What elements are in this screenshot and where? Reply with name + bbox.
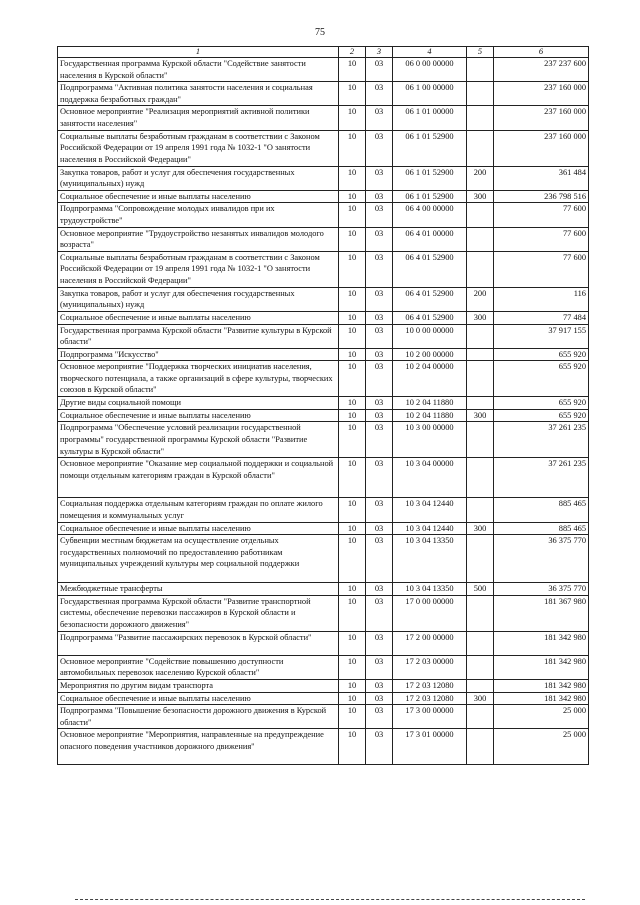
row-name-cell: Подпрограмма "Активная политика занятости населения и социальная поддержка безработных граждан"	[58, 82, 339, 106]
row-expense-type-cell: 300	[467, 409, 494, 422]
row-name-cell: Мероприятия по другим видам транспорта	[58, 680, 339, 693]
row-expense-type-cell: 200	[467, 166, 494, 190]
row-section-cell: 10	[339, 498, 366, 522]
row-amount-cell: 655 920	[494, 348, 589, 361]
row-section-cell: 10	[339, 729, 366, 765]
row-section-cell: 10	[339, 409, 366, 422]
row-name-cell: Социальная поддержка отдельным категориям граждан по оплате жилого помещения и коммунальных услуг	[58, 498, 339, 522]
row-amount-cell: 36 375 770	[494, 583, 589, 596]
row-target-article-cell: 10 3 00 00000	[393, 422, 467, 458]
row-expense-type-cell: 500	[467, 583, 494, 596]
row-name-cell: Социальное обеспечение и иные выплаты населению	[58, 692, 339, 705]
row-name-cell: Основное мероприятие "Поддержка творческих инициатив населения, творческого потенциала, а также организаций в сфере культуры, творческих союзов в Курской области"	[58, 361, 339, 397]
row-target-article-cell: 10 3 04 13350	[393, 535, 467, 583]
row-target-article-cell: 10 3 04 13350	[393, 583, 467, 596]
row-target-article-cell: 17 3 00 00000	[393, 705, 467, 729]
row-target-article-cell: 17 2 03 12080	[393, 692, 467, 705]
table-row	[58, 106, 589, 130]
row-amount-cell: 236 798 516	[494, 190, 589, 203]
row-amount-cell: 237 237 600	[494, 58, 589, 82]
row-amount-cell: 116	[494, 287, 589, 311]
row-amount-cell: 25 000	[494, 729, 589, 765]
row-target-article-cell: 06 1 01 52900	[393, 130, 467, 166]
row-expense-type-cell: 300	[467, 190, 494, 203]
row-name-cell: Подпрограмма "Обеспечение условий реализации государственной программы" государственной программы Курской области "Развитие культуры в Курской области"	[58, 422, 339, 458]
row-expense-type-cell	[467, 458, 494, 498]
row-target-article-cell: 10 2 04 00000	[393, 361, 467, 397]
row-amount-cell: 25 000	[494, 705, 589, 729]
table-row	[58, 348, 589, 361]
row-expense-type-cell	[467, 348, 494, 361]
row-target-article-cell: 06 4 01 52900	[393, 311, 467, 324]
row-section-cell: 10	[339, 130, 366, 166]
table-row	[58, 130, 589, 166]
table-row	[58, 680, 589, 693]
table-row	[58, 409, 589, 422]
row-section-cell: 10	[339, 680, 366, 693]
row-subsection-cell: 03	[366, 397, 393, 410]
row-amount-cell: 885 465	[494, 522, 589, 535]
row-target-article-cell: 10 3 04 12440	[393, 498, 467, 522]
row-subsection-cell: 03	[366, 422, 393, 458]
row-amount-cell: 655 920	[494, 397, 589, 410]
row-subsection-cell: 03	[366, 311, 393, 324]
row-amount-cell: 37 261 235	[494, 422, 589, 458]
row-section-cell: 10	[339, 190, 366, 203]
table-row	[58, 595, 589, 631]
row-expense-type-cell	[467, 535, 494, 583]
row-name-cell: Государственная программа Курской области "Развитие транспортной системы, обеспечение перевозки пассажиров в Курской области и безопасности дорожного движения"	[58, 595, 339, 631]
row-subsection-cell: 03	[366, 166, 393, 190]
row-name-cell: Закупка товаров, работ и услуг для обеспечения государственных (муниципальных) нужд	[58, 287, 339, 311]
row-expense-type-cell	[467, 680, 494, 693]
row-target-article-cell: 10 2 04 11880	[393, 397, 467, 410]
row-target-article-cell: 10 0 00 00000	[393, 324, 467, 348]
row-amount-cell: 77 600	[494, 203, 589, 227]
row-expense-type-cell: 300	[467, 522, 494, 535]
table-body	[58, 58, 589, 765]
table-row	[58, 705, 589, 729]
row-target-article-cell: 17 2 03 12080	[393, 680, 467, 693]
row-subsection-cell: 03	[366, 498, 393, 522]
row-subsection-cell: 03	[366, 203, 393, 227]
row-target-article-cell: 06 4 01 52900	[393, 287, 467, 311]
table-row	[58, 190, 589, 203]
row-section-cell: 10	[339, 535, 366, 583]
row-expense-type-cell	[467, 729, 494, 765]
row-subsection-cell: 03	[366, 458, 393, 498]
row-name-cell: Подпрограмма "Повышение безопасности дорожного движения в Курской области"	[58, 705, 339, 729]
row-expense-type-cell	[467, 251, 494, 287]
row-section-cell: 10	[339, 595, 366, 631]
table-row	[58, 287, 589, 311]
row-section-cell: 10	[339, 82, 366, 106]
row-amount-cell: 181 367 980	[494, 595, 589, 631]
table-row	[58, 522, 589, 535]
row-subsection-cell: 03	[366, 361, 393, 397]
row-section-cell: 10	[339, 705, 366, 729]
row-subsection-cell: 03	[366, 595, 393, 631]
row-name-cell: Государственная программа Курской области "Содействие занятости населения в Курской области"	[58, 58, 339, 82]
row-name-cell: Социальное обеспечение и иные выплаты населению	[58, 409, 339, 422]
row-target-article-cell: 06 4 01 52900	[393, 251, 467, 287]
row-expense-type-cell	[467, 324, 494, 348]
row-section-cell: 10	[339, 58, 366, 82]
row-expense-type-cell	[467, 595, 494, 631]
row-section-cell: 10	[339, 311, 366, 324]
row-expense-type-cell	[467, 361, 494, 397]
row-section-cell: 10	[339, 397, 366, 410]
row-name-cell: Другие виды социальной помощи	[58, 397, 339, 410]
row-name-cell: Основное мероприятие "Мероприятия, направленные на предупреждение опасного поведения участников дорожного движения"	[58, 729, 339, 765]
header-col-target-article: 4	[393, 47, 467, 58]
row-subsection-cell: 03	[366, 522, 393, 535]
row-expense-type-cell: 200	[467, 287, 494, 311]
row-target-article-cell: 10 2 04 11880	[393, 409, 467, 422]
row-section-cell: 10	[339, 203, 366, 227]
row-amount-cell: 181 342 980	[494, 680, 589, 693]
row-expense-type-cell	[467, 655, 494, 679]
table-row	[58, 58, 589, 82]
table-row	[58, 498, 589, 522]
table-row	[58, 311, 589, 324]
table-row	[58, 166, 589, 190]
row-subsection-cell: 03	[366, 705, 393, 729]
row-target-article-cell: 17 2 00 00000	[393, 631, 467, 655]
row-expense-type-cell	[467, 130, 494, 166]
table-row	[58, 583, 589, 596]
row-section-cell: 10	[339, 692, 366, 705]
header-col-section: 2	[339, 47, 366, 58]
row-name-cell: Подпрограмма "Развитие пассажирских перевозок в Курской области"	[58, 631, 339, 655]
row-expense-type-cell: 300	[467, 692, 494, 705]
table-row	[58, 82, 589, 106]
row-section-cell: 10	[339, 631, 366, 655]
row-subsection-cell: 03	[366, 631, 393, 655]
row-amount-cell: 885 465	[494, 498, 589, 522]
table-row	[58, 203, 589, 227]
budget-table	[57, 46, 589, 765]
row-section-cell: 10	[339, 166, 366, 190]
table-row	[58, 729, 589, 765]
row-target-article-cell: 06 4 00 00000	[393, 203, 467, 227]
row-expense-type-cell: 300	[467, 311, 494, 324]
row-subsection-cell: 03	[366, 287, 393, 311]
row-expense-type-cell	[467, 58, 494, 82]
row-amount-cell: 655 920	[494, 361, 589, 397]
row-target-article-cell: 06 0 00 00000	[393, 58, 467, 82]
row-subsection-cell: 03	[366, 692, 393, 705]
row-subsection-cell: 03	[366, 190, 393, 203]
row-amount-cell: 237 160 000	[494, 82, 589, 106]
row-name-cell: Субвенции местным бюджетам на осуществление отдельных государственных полномочий по предоставлению работникам муниципальных учреждений культуры мер социальной поддержки	[58, 535, 339, 583]
row-name-cell: Социальное обеспечение и иные выплаты населению	[58, 522, 339, 535]
row-subsection-cell: 03	[366, 58, 393, 82]
row-subsection-cell: 03	[366, 535, 393, 583]
header-col-subsection: 3	[366, 47, 393, 58]
row-amount-cell: 37 917 155	[494, 324, 589, 348]
row-amount-cell: 361 484	[494, 166, 589, 190]
row-amount-cell: 77 484	[494, 311, 589, 324]
row-name-cell: Основное мероприятие "Оказание мер социальной поддержки и социальной помощи отдельным категориям граждан в Курской области"	[58, 458, 339, 498]
row-section-cell: 10	[339, 522, 366, 535]
row-amount-cell: 181 342 980	[494, 631, 589, 655]
row-section-cell: 10	[339, 287, 366, 311]
row-expense-type-cell	[467, 705, 494, 729]
row-expense-type-cell	[467, 498, 494, 522]
table-row	[58, 251, 589, 287]
header-row	[58, 47, 589, 58]
row-amount-cell: 36 375 770	[494, 535, 589, 583]
row-target-article-cell: 06 4 01 00000	[393, 227, 467, 251]
header-col-amount: 6	[494, 47, 589, 58]
row-subsection-cell: 03	[366, 82, 393, 106]
footer-divider	[75, 899, 585, 900]
row-amount-cell: 655 920	[494, 409, 589, 422]
table-row	[58, 631, 589, 655]
row-subsection-cell: 03	[366, 680, 393, 693]
row-subsection-cell: 03	[366, 729, 393, 765]
row-expense-type-cell	[467, 227, 494, 251]
row-amount-cell: 181 342 980	[494, 655, 589, 679]
row-name-cell: Социальное обеспечение и иные выплаты населению	[58, 190, 339, 203]
row-target-article-cell: 06 1 01 00000	[393, 106, 467, 130]
row-subsection-cell: 03	[366, 409, 393, 422]
table-row	[58, 397, 589, 410]
table-row	[58, 324, 589, 348]
row-section-cell: 10	[339, 583, 366, 596]
row-expense-type-cell	[467, 203, 494, 227]
row-section-cell: 10	[339, 106, 366, 130]
row-section-cell: 10	[339, 361, 366, 397]
row-expense-type-cell	[467, 82, 494, 106]
row-name-cell: Межбюджетные трансферты	[58, 583, 339, 596]
row-subsection-cell: 03	[366, 348, 393, 361]
row-subsection-cell: 03	[366, 251, 393, 287]
row-subsection-cell: 03	[366, 324, 393, 348]
table-row	[58, 458, 589, 498]
row-section-cell: 10	[339, 251, 366, 287]
row-subsection-cell: 03	[366, 655, 393, 679]
table-row	[58, 655, 589, 679]
page-number: 75	[315, 27, 325, 38]
header-col-name: 1	[58, 47, 339, 58]
table-row	[58, 692, 589, 705]
table-row	[58, 361, 589, 397]
row-amount-cell: 77 600	[494, 227, 589, 251]
row-name-cell: Государственная программа Курской области "Развитие культуры в Курской области"	[58, 324, 339, 348]
row-name-cell: Подпрограмма "Искусство"	[58, 348, 339, 361]
row-section-cell: 10	[339, 348, 366, 361]
row-section-cell: 10	[339, 324, 366, 348]
row-name-cell: Основное мероприятие "Реализация мероприятий активной политики занятости населения"	[58, 106, 339, 130]
row-section-cell: 10	[339, 655, 366, 679]
row-name-cell: Основное мероприятие "Содействие повышению доступности автомобильных перевозок населению Курской области"	[58, 655, 339, 679]
row-section-cell: 10	[339, 422, 366, 458]
row-name-cell: Социальное обеспечение и иные выплаты населению	[58, 311, 339, 324]
row-amount-cell: 237 160 000	[494, 130, 589, 166]
row-target-article-cell: 06 1 01 52900	[393, 190, 467, 203]
row-section-cell: 10	[339, 227, 366, 251]
row-target-article-cell: 17 2 03 00000	[393, 655, 467, 679]
row-expense-type-cell	[467, 631, 494, 655]
row-target-article-cell: 10 3 04 00000	[393, 458, 467, 498]
row-section-cell: 10	[339, 458, 366, 498]
row-amount-cell: 77 600	[494, 251, 589, 287]
table-row	[58, 535, 589, 583]
row-name-cell: Социальные выплаты безработным гражданам в соответствии с Законом Российской Федерации от 19 апреля 1991 года № 1032-1 "О занятости населения в Российской Федерации"	[58, 130, 339, 166]
row-target-article-cell: 10 3 04 12440	[393, 522, 467, 535]
row-subsection-cell: 03	[366, 106, 393, 130]
row-expense-type-cell	[467, 397, 494, 410]
row-subsection-cell: 03	[366, 583, 393, 596]
row-target-article-cell: 06 1 00 00000	[393, 82, 467, 106]
row-target-article-cell: 17 3 01 00000	[393, 729, 467, 765]
row-expense-type-cell	[467, 106, 494, 130]
row-target-article-cell: 17 0 00 00000	[393, 595, 467, 631]
table-row	[58, 422, 589, 458]
row-name-cell: Социальные выплаты безработным гражданам в соответствии с Законом Российской Федерации от 19 апреля 1991 года № 1032-1 "О занятости населения в Российской Федерации"	[58, 251, 339, 287]
row-expense-type-cell	[467, 422, 494, 458]
header-col-expense-type: 5	[467, 47, 494, 58]
row-name-cell: Основное мероприятие "Трудоустройство незанятых инвалидов молодого возраста"	[58, 227, 339, 251]
row-amount-cell: 181 342 980	[494, 692, 589, 705]
row-name-cell: Закупка товаров, работ и услуг для обеспечения государственных (муниципальных) нужд	[58, 166, 339, 190]
row-target-article-cell: 10 2 00 00000	[393, 348, 467, 361]
table-row	[58, 227, 589, 251]
row-amount-cell: 237 160 000	[494, 106, 589, 130]
row-name-cell: Подпрограмма "Сопровождение молодых инвалидов при их трудоустройстве"	[58, 203, 339, 227]
row-target-article-cell: 06 1 01 52900	[393, 166, 467, 190]
row-amount-cell: 37 261 235	[494, 458, 589, 498]
row-subsection-cell: 03	[366, 227, 393, 251]
row-subsection-cell: 03	[366, 130, 393, 166]
